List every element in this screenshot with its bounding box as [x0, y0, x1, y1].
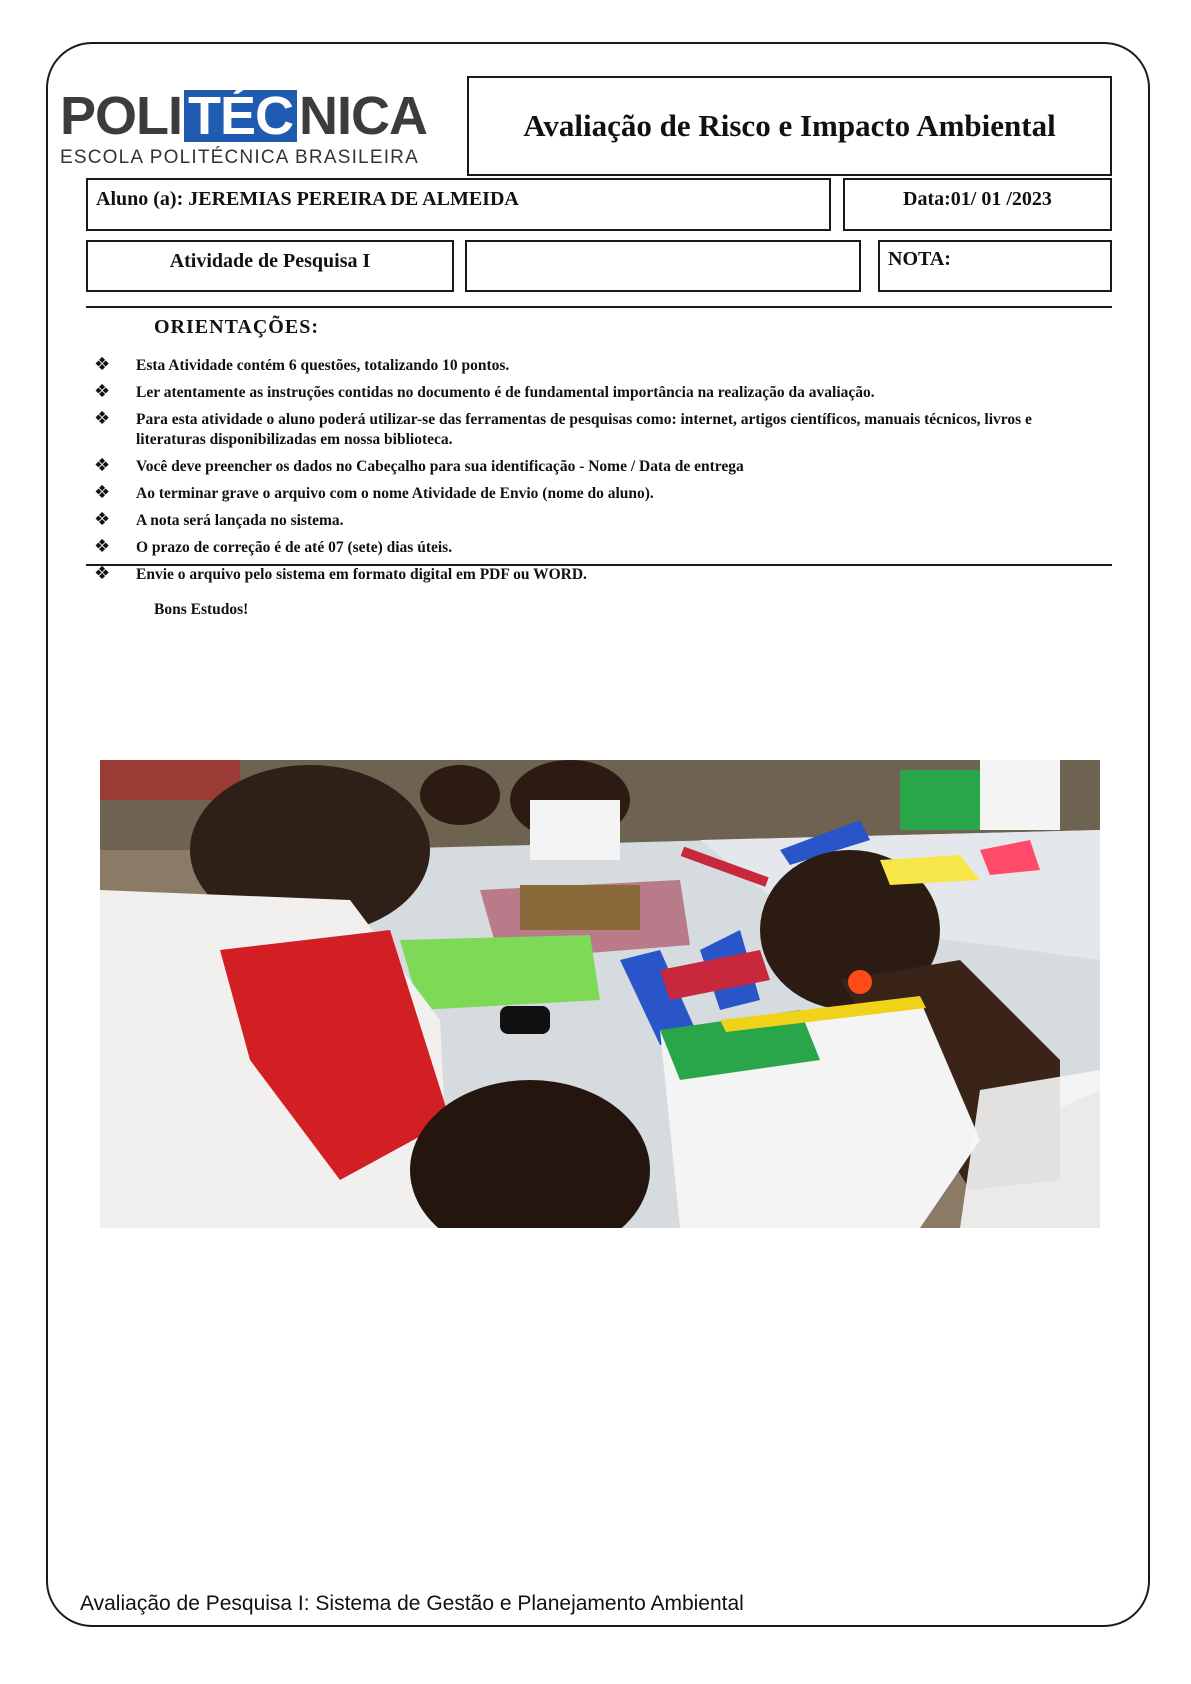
bullet-icon: ❖	[94, 455, 111, 476]
activity-field	[86, 240, 454, 292]
student-field[interactable]	[86, 178, 831, 231]
grade-label: NOTA:	[888, 248, 951, 270]
grade-field[interactable]	[878, 240, 1112, 292]
list-item: ❖ Você deve preencher os dados no Cabeçalho para sua identificação - Nome / Data de entrega	[94, 455, 744, 476]
blank-field[interactable]	[465, 240, 861, 292]
list-item: ❖ A nota será lançada no sistema.	[94, 509, 344, 530]
bullet-icon: ❖	[94, 381, 111, 402]
footer-text: Avaliação de Pesquisa I: Sistema de Gestão e Planejamento Ambiental	[80, 1592, 744, 1615]
logo-part-poli: POLI	[60, 86, 183, 146]
logo-part-nica: NICA	[299, 86, 428, 146]
date-field[interactable]	[843, 178, 1112, 231]
document-title: Avaliação de Risco e Impacto Ambiental	[523, 108, 1056, 143]
list-item: ❖ Esta Atividade contém 6 questões, totalizando 10 pontos.	[94, 354, 510, 375]
politecnica-logo	[60, 86, 428, 170]
bullet-icon: ❖	[94, 482, 111, 503]
activity-name: Atividade de Pesquisa I	[169, 250, 371, 272]
date-value: Data:01/ 01 /2023	[903, 188, 1052, 210]
bullet-icon: ❖	[94, 536, 111, 557]
student-name: Aluno (a): JEREMIAS PEREIRA DE ALMEIDA	[96, 188, 519, 210]
list-item: ❖ Para esta atividade o aluno poderá utilizar-se das ferramentas de pesquisas como: internet, artigos científicos, manuais técnicos, livros e literaturas disponibilizadas em nossa biblioteca.	[94, 408, 1032, 448]
logo-part-tec: TÉC	[184, 90, 297, 142]
header-divider	[86, 306, 1112, 308]
classroom-photo	[100, 760, 1100, 1228]
strike-divider	[86, 564, 1112, 566]
signoff: Bons Estudos!	[154, 601, 249, 618]
logo-subtitle: ESCOLA POLITÉCNICA BRASILEIRA	[60, 147, 419, 168]
list-item: ❖ Ao terminar grave o arquivo com o nome Atividade de Envio (nome do aluno).	[94, 482, 654, 503]
document-title-box	[467, 76, 1112, 176]
bullet-icon: ❖	[94, 354, 111, 375]
list-item: ❖ Envie o arquivo pelo sistema em formato digital em PDF ou WORD.	[94, 563, 587, 584]
logo-wordmark	[60, 86, 428, 146]
list-item: ❖ O prazo de correção é de até 07 (sete) dias úteis.	[94, 536, 453, 557]
instructions-list	[94, 356, 1094, 592]
bullet-icon: ❖	[94, 509, 111, 530]
list-item: ❖ Ler atentamente as instruções contidas no documento é de fundamental importância na realização da avaliação.	[94, 381, 875, 402]
bullet-icon: ❖	[94, 563, 111, 584]
bullet-icon: ❖	[94, 408, 111, 429]
photo-illustration	[100, 760, 1100, 1228]
instructions-heading: ORIENTAÇÕES:	[154, 316, 319, 338]
